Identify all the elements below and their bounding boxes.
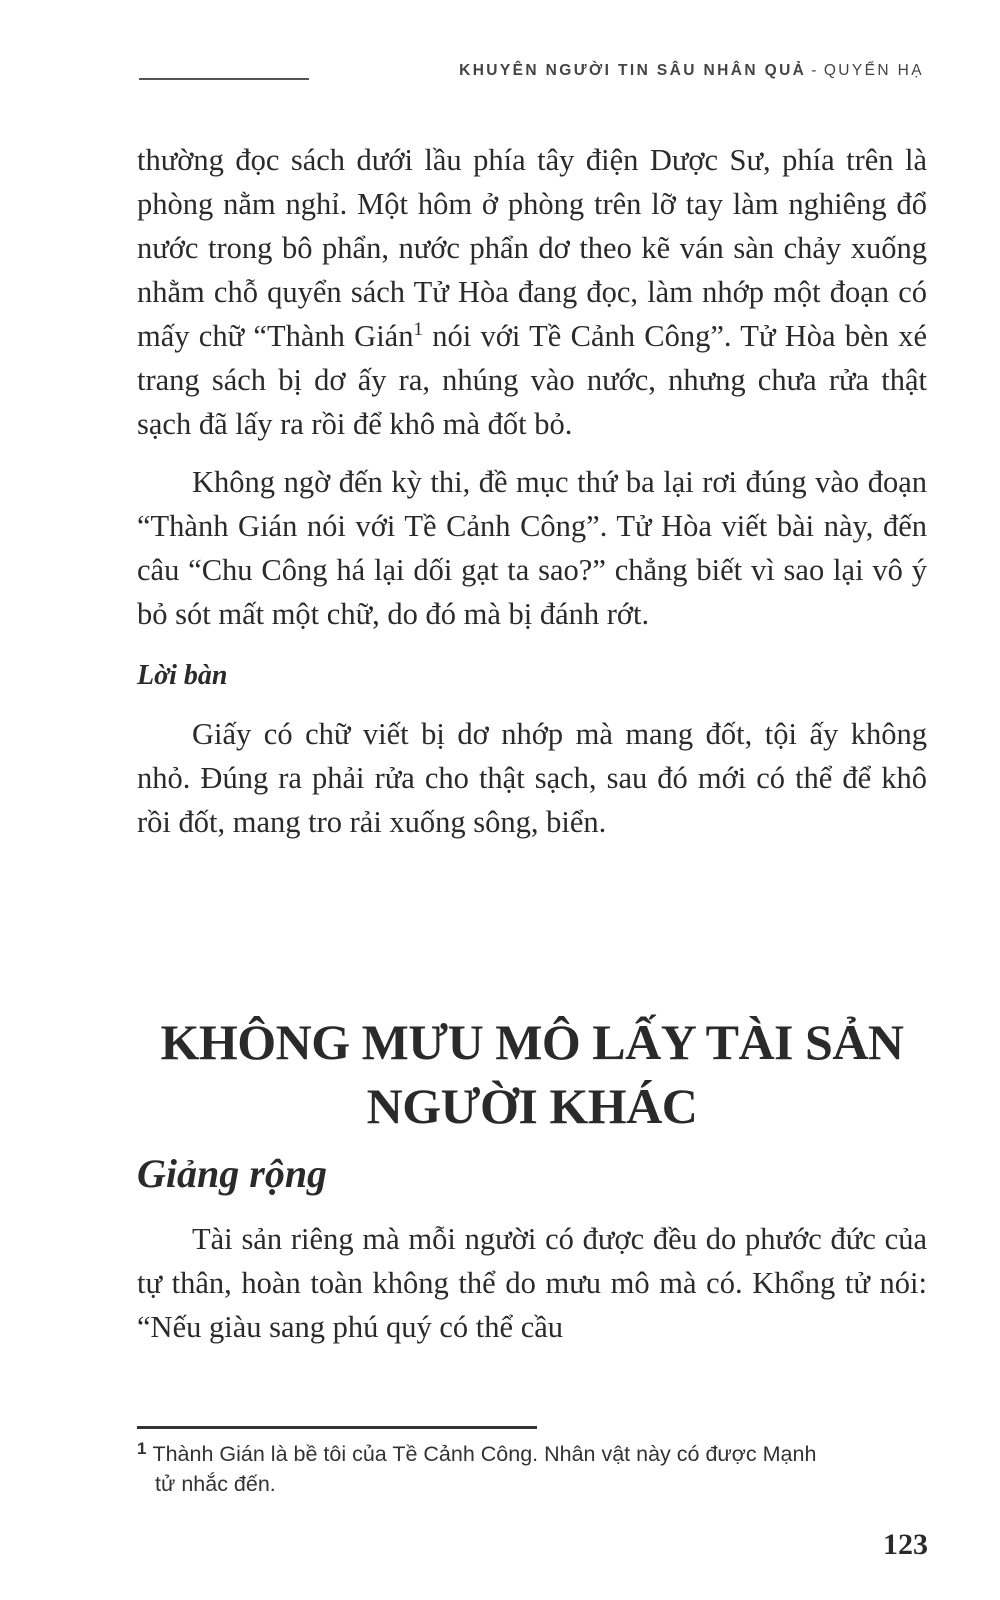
section-heading: Giảng rộng xyxy=(137,1151,328,1196)
running-head-volume: QUYỂN HẠ xyxy=(823,62,924,79)
chapter-title-line-1: KHÔNG MƯU MÔ LẤY TÀI SẢN xyxy=(160,1014,904,1070)
paragraph-continued xyxy=(137,138,927,446)
paragraph-2: Không ngờ đến kỳ thi, đề mục thứ ba lại rơi đúng vào đoạn “Thành Gián nói với Tề Cảnh Công”. Tử Hòa viết bài này, đến câu “Chu Công há lại dối gạt ta sao?” chẳng biết vì sao lại vô ý bỏ sót mất một chữ, do đó mà bị đánh rớt. xyxy=(137,465,927,631)
footnote xyxy=(137,1434,937,1499)
footnote-rule xyxy=(137,1426,537,1429)
page-number: 123 xyxy=(883,1528,928,1561)
paragraph-3: Giấy có chữ viết bị dơ nhớp mà mang đốt, tội ấy không nhỏ. Đúng ra phải rửa cho thật sạch, sau đó mới có thể để khô rồi đốt, mang tro rải xuống sông, biển. xyxy=(137,717,927,839)
footnote-line-2: tử nhắc đến. xyxy=(155,1472,276,1496)
header-rule xyxy=(139,78,309,80)
footnote-line-1: Thành Gián là bề tôi của Tề Cảnh Công. Nhân vật này có được Mạnh xyxy=(152,1442,817,1466)
body-text-lower xyxy=(137,1217,927,1349)
paragraph-1-part-a: thường đọc sách dưới lầu phía tây điện Dược Sư, phía trên là phòng nằm nghỉ. Một hôm ở phòng trên lỡ tay làm nghiêng đổ nước trong bô phẩn, nước phẩn dơ theo kẽ ván sàn chảy xuống nhằm chỗ quyển sách Tử Hòa đang đọc, làm nhớp một đoạn có mấy chữ “Thành Gián xyxy=(137,143,927,353)
chapter-title-line-2: NGƯỜI KHÁC xyxy=(366,1078,698,1134)
running-head-book-title: KHUYÊN NGƯỜI TIN SÂU NHÂN QUẢ xyxy=(459,62,807,79)
footnote-reference[interactable]: 1 xyxy=(413,319,423,340)
body-text-upper xyxy=(137,138,927,844)
chapter-title xyxy=(137,1010,927,1138)
paragraph-1-part-b: nói với Tề Cảnh Công”. Tử Hòa bèn xé trang sách bị dơ ấy ra, nhúng vào nước, nhưng chưa rửa thật sạch đã lấy ra rồi để khô mà đốt bỏ. xyxy=(137,319,928,441)
running-head-separator: - xyxy=(811,62,819,79)
footnote-marker: 1 xyxy=(137,1439,147,1458)
paragraph-4: Tài sản riêng mà mỗi người có được đều do phước đức của tự thân, hoàn toàn không thể do mưu mô mà có. Khổng tử nói: “Nếu giàu sang phú quý có thể cầu xyxy=(137,1222,927,1344)
comment-heading: Lời bàn xyxy=(137,660,228,691)
running-head xyxy=(459,62,924,80)
